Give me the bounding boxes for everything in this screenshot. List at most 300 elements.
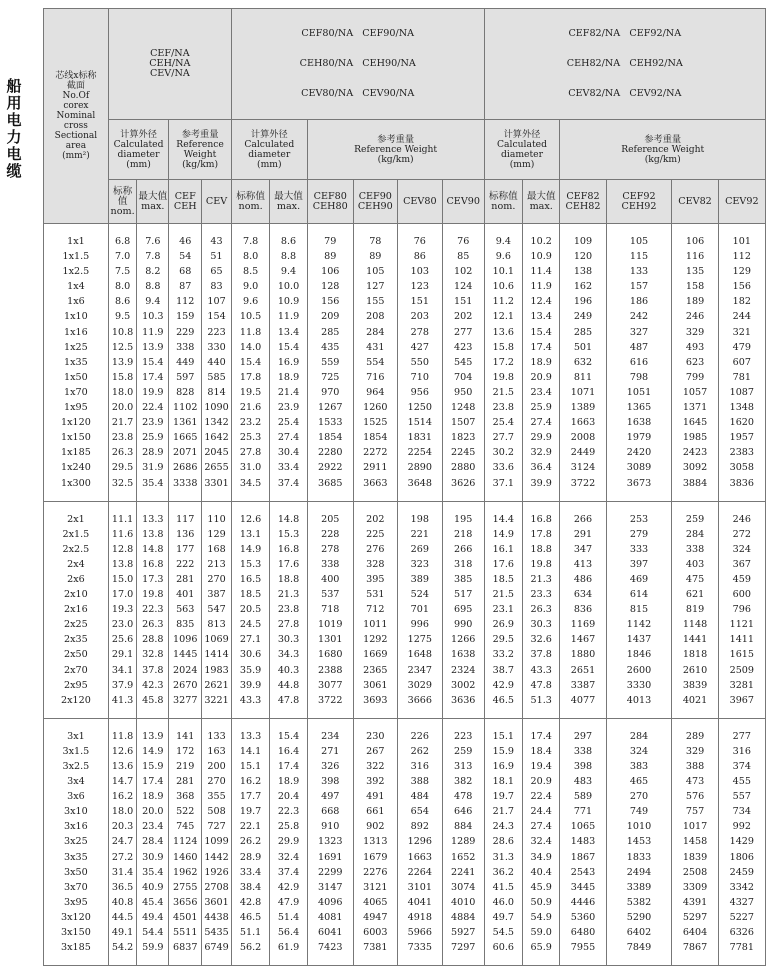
table-cell: 19.5 <box>231 385 269 400</box>
table-cell: 367 <box>718 557 765 572</box>
table-cell: 813 <box>202 617 232 632</box>
table-cell: 228 <box>307 527 353 542</box>
table-cell: 781 <box>718 370 765 385</box>
table-cell: 29.9 <box>270 834 307 849</box>
table-cell: 6837 <box>169 940 202 955</box>
table-cell: 2388 <box>307 663 353 678</box>
table-cell: 1663 <box>560 415 606 430</box>
row-label: 2x50 <box>44 647 109 662</box>
table-cell: 382 <box>442 774 484 789</box>
table-cell: 326 <box>307 759 353 774</box>
table-cell: 6041 <box>307 925 353 940</box>
header-group-1-title: CEF/NA CEH/NA CEV/NA <box>108 9 231 120</box>
table-cell: 40.9 <box>137 880 169 895</box>
table-cell: 51.4 <box>270 910 307 925</box>
table-cell: 31.9 <box>137 460 169 475</box>
table-cell: 1017 <box>672 819 718 834</box>
table-cell: 338 <box>560 744 606 759</box>
table-cell: 54.4 <box>137 925 169 940</box>
table-cell: 17.4 <box>523 340 560 355</box>
table-cell: 30.2 <box>484 445 522 460</box>
row-label: 1x25 <box>44 340 109 355</box>
table-cell: 2621 <box>202 678 232 693</box>
table-cell: 284 <box>672 527 718 542</box>
table-cell: 19.8 <box>137 587 169 602</box>
table-cell: 25.8 <box>270 819 307 834</box>
table-cell: 2008 <box>560 430 606 445</box>
table-cell: 7955 <box>560 940 606 955</box>
table-cell: 1648 <box>397 647 442 662</box>
table-cell: 127 <box>353 279 397 294</box>
table-cell: 291 <box>560 527 606 542</box>
table-cell: 2651 <box>560 663 606 678</box>
side-label: 船 用 电 力 电 缆 <box>6 77 22 180</box>
header-g3-w4: CEV92 <box>718 180 765 224</box>
table-row <box>44 355 766 370</box>
table-cell: 21.3 <box>270 587 307 602</box>
table-cell: 272 <box>718 527 765 542</box>
table-row <box>44 834 766 849</box>
table-cell: 7849 <box>606 940 672 955</box>
table-cell: 2755 <box>169 880 202 895</box>
table-cell: 49.7 <box>484 910 522 925</box>
table-cell: 710 <box>397 370 442 385</box>
table-cell: 486 <box>560 572 606 587</box>
table-cell: 3884 <box>672 476 718 491</box>
table-cell: 4096 <box>307 895 353 910</box>
table-cell: 6.8 <box>108 234 137 249</box>
row-label: 2x4 <box>44 557 109 572</box>
header-g2-w2: CEF90 CEH90 <box>353 180 397 224</box>
table-cell: 259 <box>442 744 484 759</box>
table-cell: 20.0 <box>108 400 137 415</box>
table-cell: 128 <box>307 279 353 294</box>
row-label: 1x4 <box>44 279 109 294</box>
table-cell: 271 <box>307 744 353 759</box>
table-cell: 321 <box>718 325 765 340</box>
table-cell: 101 <box>718 234 765 249</box>
table-cell: 10.9 <box>270 294 307 309</box>
table-cell: 50.9 <box>523 895 560 910</box>
table-cell: 44.8 <box>270 678 307 693</box>
table-cell: 4041 <box>397 895 442 910</box>
table-row <box>44 340 766 355</box>
table-cell: 5227 <box>718 910 765 925</box>
header-g3-nom: 标称值 nom. <box>484 180 522 224</box>
table-cell: 661 <box>353 804 397 819</box>
table-cell: 484 <box>397 789 442 804</box>
table-cell: 195 <box>442 512 484 527</box>
table-cell: 219 <box>169 759 202 774</box>
table-cell: 198 <box>397 512 442 527</box>
table-cell: 43.3 <box>231 693 269 708</box>
table-cell: 1429 <box>718 834 765 849</box>
table-cell: 1507 <box>442 415 484 430</box>
table-cell: 79 <box>307 234 353 249</box>
table-cell: 668 <box>307 804 353 819</box>
table-cell: 262 <box>397 744 442 759</box>
table-cell: 3685 <box>307 476 353 491</box>
table-cell: 745 <box>169 819 202 834</box>
table-cell: 13.9 <box>137 729 169 744</box>
table-cell: 49.4 <box>137 910 169 925</box>
table-cell: 46.0 <box>484 895 522 910</box>
table-cell: 3666 <box>397 693 442 708</box>
table-cell: 35.4 <box>137 476 169 491</box>
table-cell: 473 <box>672 774 718 789</box>
table-cell: 18.8 <box>523 542 560 557</box>
table-cell: 11.9 <box>523 279 560 294</box>
table-cell: 89 <box>353 249 397 264</box>
table-cell: 22.3 <box>270 804 307 819</box>
table-cell: 270 <box>202 572 232 587</box>
table-cell: 14.9 <box>137 744 169 759</box>
table-cell: 76 <box>397 234 442 249</box>
table-cell: 85 <box>442 249 484 264</box>
table-cell: 2024 <box>169 663 202 678</box>
table-cell: 242 <box>606 309 672 324</box>
table-cell: 6480 <box>560 925 606 940</box>
table-cell: 112 <box>718 249 765 264</box>
table-cell: 3836 <box>718 476 765 491</box>
table-cell: 524 <box>397 587 442 602</box>
table-cell: 3722 <box>560 476 606 491</box>
table-cell: 7781 <box>718 940 765 955</box>
table-cell: 910 <box>307 819 353 834</box>
table-cell: 323 <box>397 557 442 572</box>
table-cell: 11.8 <box>108 729 137 744</box>
table-cell: 1979 <box>606 430 672 445</box>
table-row <box>44 880 766 895</box>
table-cell: 10.2 <box>523 234 560 249</box>
table-cell: 54 <box>169 249 202 264</box>
table-cell: 2509 <box>718 663 765 678</box>
table-cell: 15.1 <box>231 759 269 774</box>
table-cell: 78 <box>353 234 397 249</box>
row-label: 3x50 <box>44 865 109 880</box>
header-g1-nom: 标称值 nom. <box>108 180 137 224</box>
table-cell: 12.6 <box>108 744 137 759</box>
table-cell: 133 <box>606 264 672 279</box>
table-row <box>44 602 766 617</box>
table-cell: 39.9 <box>231 678 269 693</box>
table-cell: 7.5 <box>108 264 137 279</box>
table-cell: 695 <box>442 602 484 617</box>
table-cell: 1411 <box>718 632 765 647</box>
table-row <box>44 400 766 415</box>
table-cell: 1823 <box>442 430 484 445</box>
table-cell: 398 <box>560 759 606 774</box>
table-cell: 12.8 <box>108 542 137 557</box>
table-cell: 244 <box>718 309 765 324</box>
row-label: 1x35 <box>44 355 109 370</box>
table-cell: 41.5 <box>484 880 522 895</box>
table-cell: 16.8 <box>270 542 307 557</box>
table-cell: 1839 <box>672 850 718 865</box>
header-g3-w3: CEV82 <box>672 180 718 224</box>
table-cell: 20.4 <box>270 789 307 804</box>
table-cell: 42.9 <box>270 880 307 895</box>
table-cell: 2071 <box>169 445 202 460</box>
table-cell: 12.1 <box>484 309 522 324</box>
table-cell: 2911 <box>353 460 397 475</box>
table-cell: 30.6 <box>231 647 269 662</box>
table-cell: 15.4 <box>231 355 269 370</box>
row-label: 3x185 <box>44 940 109 955</box>
table-row <box>44 385 766 400</box>
section-spacer <box>44 501 766 512</box>
table-cell: 23.1 <box>484 602 522 617</box>
table-cell: 3673 <box>606 476 672 491</box>
table-cell: 5290 <box>606 910 672 925</box>
table-cell: 1514 <box>397 415 442 430</box>
table-row <box>44 865 766 880</box>
table-cell: 383 <box>606 759 672 774</box>
table-cell: 328 <box>353 557 397 572</box>
table-cell: 285 <box>560 325 606 340</box>
table-cell: 1638 <box>606 415 672 430</box>
table-cell: 3058 <box>718 460 765 475</box>
table-cell: 3301 <box>202 476 232 491</box>
row-label: 3x120 <box>44 910 109 925</box>
table-cell: 23.2 <box>231 415 269 430</box>
table-cell: 522 <box>169 804 202 819</box>
table-cell: 230 <box>353 729 397 744</box>
table-cell: 202 <box>353 512 397 527</box>
table-cell: 56.2 <box>231 940 269 955</box>
table-cell: 13.6 <box>484 325 522 340</box>
table-cell: 836 <box>560 602 606 617</box>
table-cell: 38.7 <box>484 663 522 678</box>
table-cell: 576 <box>672 789 718 804</box>
table-cell: 56.4 <box>270 925 307 940</box>
table-cell: 205 <box>307 512 353 527</box>
table-cell: 397 <box>606 557 672 572</box>
table-cell: 892 <box>397 819 442 834</box>
table-cell: 3101 <box>397 880 442 895</box>
table-cell: 168 <box>202 542 232 557</box>
table-cell: 17.4 <box>523 729 560 744</box>
table-cell: 297 <box>560 729 606 744</box>
table-cell: 4010 <box>442 895 484 910</box>
table-cell: 155 <box>353 294 397 309</box>
table-row <box>44 647 766 662</box>
table-cell: 29.1 <box>108 647 137 662</box>
table-cell: 32.8 <box>137 647 169 662</box>
table-cell: 423 <box>442 340 484 355</box>
table-cell: 3089 <box>606 460 672 475</box>
table-cell: 120 <box>560 249 606 264</box>
table-cell: 23.4 <box>137 819 169 834</box>
table-cell: 200 <box>202 759 232 774</box>
table-cell: 1414 <box>202 647 232 662</box>
table-cell: 8.5 <box>231 264 269 279</box>
table-cell: 392 <box>353 774 397 789</box>
table-cell: 1348 <box>718 400 765 415</box>
table-row <box>44 415 766 430</box>
table-cell: 18.9 <box>270 370 307 385</box>
table-cell: 4081 <box>307 910 353 925</box>
table-cell: 14.7 <box>108 774 137 789</box>
table-cell: 1090 <box>202 400 232 415</box>
header-group-2-title: CEF80/NA CEF90/NA CEH80/NA CEH90/NA CEV80/NA CEV90/NA <box>231 9 484 120</box>
row-label: 2x25 <box>44 617 109 632</box>
table-cell: 6402 <box>606 925 672 940</box>
header-g2-max: 最大值 max. <box>270 180 307 224</box>
section-spacer <box>44 224 766 235</box>
table-cell: 17.2 <box>484 355 522 370</box>
table-cell: 2423 <box>672 445 718 460</box>
table-cell: 479 <box>718 340 765 355</box>
table-cell: 189 <box>672 294 718 309</box>
table-cell: 701 <box>397 602 442 617</box>
table-row <box>44 774 766 789</box>
table-cell: 10.9 <box>523 249 560 264</box>
table-cell: 2276 <box>353 865 397 880</box>
table-cell: 2494 <box>606 865 672 880</box>
table-cell: 277 <box>718 729 765 744</box>
table-cell: 347 <box>560 542 606 557</box>
table-cell: 105 <box>606 234 672 249</box>
table-cell: 22.3 <box>137 602 169 617</box>
table-row <box>44 819 766 834</box>
table-cell: 162 <box>560 279 606 294</box>
table-cell: 40.4 <box>523 865 560 880</box>
table-cell: 154 <box>202 309 232 324</box>
table-cell: 8.0 <box>108 279 137 294</box>
table-cell: 13.3 <box>231 729 269 744</box>
table-cell: 11.4 <box>523 264 560 279</box>
header-g3-w2: CEF92 CEH92 <box>606 180 672 224</box>
table-cell: 21.6 <box>231 400 269 415</box>
table-cell: 1267 <box>307 400 353 415</box>
table-cell: 11.1 <box>108 512 137 527</box>
table-cell: 1275 <box>397 632 442 647</box>
table-cell: 704 <box>442 370 484 385</box>
table-cell: 1102 <box>169 400 202 415</box>
table-cell: 27.4 <box>523 819 560 834</box>
table-cell: 388 <box>672 759 718 774</box>
table-cell: 54.9 <box>523 910 560 925</box>
row-label: 3x10 <box>44 804 109 819</box>
table-cell: 32.4 <box>523 834 560 849</box>
table-cell: 7381 <box>353 940 397 955</box>
table-cell: 1525 <box>353 415 397 430</box>
table-cell: 33.4 <box>231 865 269 880</box>
table-cell: 15.4 <box>270 729 307 744</box>
table-cell: 116 <box>672 249 718 264</box>
table-cell: 3029 <box>397 678 442 693</box>
header-g2-w1: CEF80 CEH80 <box>307 180 353 224</box>
table-cell: 1019 <box>307 617 353 632</box>
table-cell: 563 <box>169 602 202 617</box>
table-cell: 12.4 <box>523 294 560 309</box>
table-row <box>44 512 766 527</box>
table-cell: 115 <box>606 249 672 264</box>
table-cell: 902 <box>353 819 397 834</box>
table-cell: 202 <box>442 309 484 324</box>
table-cell: 289 <box>672 729 718 744</box>
table-cell: 46.5 <box>231 910 269 925</box>
table-cell: 757 <box>672 804 718 819</box>
table-cell: 208 <box>353 309 397 324</box>
table-cell: 27.8 <box>231 445 269 460</box>
table-cell: 13.4 <box>523 309 560 324</box>
table-cell: 249 <box>560 309 606 324</box>
table-cell: 531 <box>353 587 397 602</box>
row-label: 3x95 <box>44 895 109 910</box>
table-cell: 20.9 <box>523 370 560 385</box>
table-cell: 23.0 <box>108 617 137 632</box>
table-row <box>44 370 766 385</box>
table-cell: 950 <box>442 385 484 400</box>
table-cell: 7.8 <box>231 234 269 249</box>
table-cell: 13.6 <box>108 759 137 774</box>
table-cell: 798 <box>606 370 672 385</box>
table-cell: 7335 <box>397 940 442 955</box>
table-cell: 124 <box>442 279 484 294</box>
table-cell: 956 <box>397 385 442 400</box>
table-cell: 3147 <box>307 880 353 895</box>
table-row <box>44 279 766 294</box>
table-cell: 234 <box>307 729 353 744</box>
table-cell: 18.8 <box>270 572 307 587</box>
table-cell: 65 <box>202 264 232 279</box>
table-cell: 990 <box>442 617 484 632</box>
table-cell: 1665 <box>169 430 202 445</box>
table-cell: 141 <box>169 729 202 744</box>
table-cell: 18.0 <box>108 804 137 819</box>
table-cell: 30.3 <box>523 617 560 632</box>
table-cell: 225 <box>353 527 397 542</box>
table-cell: 517 <box>442 587 484 602</box>
table-cell: 35.4 <box>137 865 169 880</box>
table-cell: 17.4 <box>137 774 169 789</box>
table-cell: 2686 <box>169 460 202 475</box>
table-cell: 22.4 <box>137 400 169 415</box>
table-cell: 32.5 <box>108 476 137 491</box>
table-cell: 26.3 <box>523 602 560 617</box>
table-cell: 749 <box>606 804 672 819</box>
table-cell: 54.5 <box>484 925 522 940</box>
table-cell: 86 <box>397 249 442 264</box>
table-cell: 8.0 <box>231 249 269 264</box>
table-cell: 21.7 <box>108 415 137 430</box>
table-cell: 318 <box>442 557 484 572</box>
table-cell: 20.3 <box>108 819 137 834</box>
table-cell: 11.9 <box>137 325 169 340</box>
table-cell: 3601 <box>202 895 232 910</box>
table-cell: 31.4 <box>108 865 137 880</box>
table-cell: 15.4 <box>137 355 169 370</box>
table-cell: 33.4 <box>270 460 307 475</box>
table-cell: 6404 <box>672 925 718 940</box>
table-cell: 28.4 <box>137 834 169 849</box>
table-cell: 15.0 <box>108 572 137 587</box>
table-cell: 469 <box>606 572 672 587</box>
table-cell: 30.3 <box>270 632 307 647</box>
table-cell: 435 <box>307 340 353 355</box>
table-cell: 1620 <box>718 415 765 430</box>
table-cell: 19.8 <box>523 557 560 572</box>
table-cell: 37.8 <box>137 663 169 678</box>
table-cell: 1361 <box>169 415 202 430</box>
table-cell: 36.2 <box>484 865 522 880</box>
table-cell: 718 <box>307 602 353 617</box>
table-cell: 23.8 <box>484 400 522 415</box>
table-cell: 3445 <box>560 880 606 895</box>
table-cell: 16.5 <box>231 572 269 587</box>
